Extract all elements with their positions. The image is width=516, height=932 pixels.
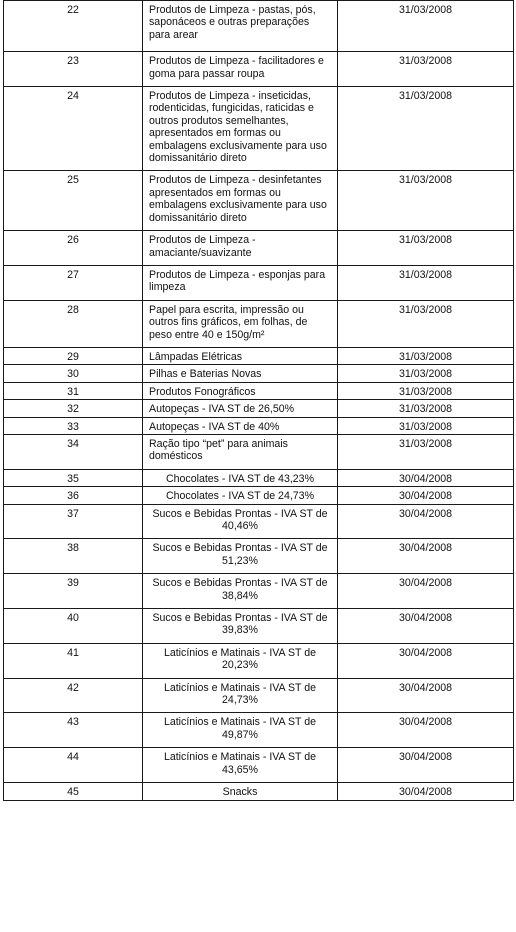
item-date: 31/03/2008 bbox=[338, 400, 514, 417]
item-description: Produtos de Limpeza - esponjas para limpeza bbox=[143, 265, 338, 300]
item-number: 28 bbox=[4, 300, 143, 347]
table-row bbox=[4, 713, 514, 748]
product-date-table bbox=[3, 0, 514, 801]
item-date: 30/04/2008 bbox=[338, 574, 514, 609]
item-date: 30/04/2008 bbox=[338, 783, 514, 800]
item-number: 32 bbox=[4, 400, 143, 417]
item-description: Sucos e Bebidas Prontas - IVA ST de 40,46% bbox=[143, 504, 338, 539]
item-description: Snacks bbox=[143, 783, 338, 800]
item-date: 31/03/2008 bbox=[338, 171, 514, 231]
item-number: 43 bbox=[4, 713, 143, 748]
table-row bbox=[4, 347, 514, 364]
item-description: Lâmpadas Elétricas bbox=[143, 347, 338, 364]
table-row bbox=[4, 52, 514, 87]
item-number: 31 bbox=[4, 382, 143, 399]
table-row bbox=[4, 748, 514, 783]
item-number: 34 bbox=[4, 434, 143, 469]
table-row bbox=[4, 643, 514, 678]
item-date: 30/04/2008 bbox=[338, 643, 514, 678]
table-row bbox=[4, 365, 514, 382]
item-description: Laticínios e Matinais - IVA ST de 49,87% bbox=[143, 713, 338, 748]
item-date: 30/04/2008 bbox=[338, 469, 514, 486]
item-number: 40 bbox=[4, 609, 143, 644]
item-date: 30/04/2008 bbox=[338, 539, 514, 574]
item-description: Produtos de Limpeza - amaciante/suavizante bbox=[143, 231, 338, 266]
item-date: 31/03/2008 bbox=[338, 434, 514, 469]
item-number: 39 bbox=[4, 574, 143, 609]
item-date: 31/03/2008 bbox=[338, 87, 514, 171]
table-body bbox=[4, 1, 514, 801]
item-description: Laticínios e Matinais - IVA ST de 20,23% bbox=[143, 643, 338, 678]
table-row bbox=[4, 87, 514, 171]
table-row bbox=[4, 231, 514, 266]
table-row bbox=[4, 783, 514, 800]
item-date: 31/03/2008 bbox=[338, 231, 514, 266]
item-date: 31/03/2008 bbox=[338, 382, 514, 399]
item-date: 31/03/2008 bbox=[338, 1, 514, 52]
item-number: 27 bbox=[4, 265, 143, 300]
item-date: 31/03/2008 bbox=[338, 265, 514, 300]
item-date: 31/03/2008 bbox=[338, 300, 514, 347]
table-row bbox=[4, 539, 514, 574]
table-row bbox=[4, 1, 514, 52]
item-description: Produtos de Limpeza - facilitadores e goma para passar roupa bbox=[143, 52, 338, 87]
item-description: Sucos e Bebidas Prontas - IVA ST de 51,23% bbox=[143, 539, 338, 574]
table-row bbox=[4, 382, 514, 399]
item-description: Produtos de Limpeza - pastas, pós, saponáceos e outras preparações para arear bbox=[143, 1, 338, 52]
item-number: 36 bbox=[4, 487, 143, 504]
item-number: 38 bbox=[4, 539, 143, 574]
item-description: Papel para escrita, impressão ou outros fins gráficos, em folhas, de peso entre 40 e 150g/m² bbox=[143, 300, 338, 347]
item-description: Produtos de Limpeza - inseticidas, rodenticidas, fungicidas, raticidas e outros produtos semelhantes, apresentados em formas ou embalagens exclusivamente para uso domissanitário direto bbox=[143, 87, 338, 171]
item-number: 44 bbox=[4, 748, 143, 783]
item-description: Produtos Fonográficos bbox=[143, 382, 338, 399]
table-row bbox=[4, 300, 514, 347]
table-row bbox=[4, 434, 514, 469]
item-number: 42 bbox=[4, 678, 143, 713]
item-date: 31/03/2008 bbox=[338, 417, 514, 434]
item-description: Autopeças - IVA ST de 40% bbox=[143, 417, 338, 434]
table-row bbox=[4, 469, 514, 486]
table-row bbox=[4, 400, 514, 417]
item-description: Ração tipo “pet” para animais domésticos bbox=[143, 434, 338, 469]
item-date: 31/03/2008 bbox=[338, 365, 514, 382]
table-row bbox=[4, 504, 514, 539]
table-row bbox=[4, 487, 514, 504]
item-number: 25 bbox=[4, 171, 143, 231]
item-number: 23 bbox=[4, 52, 143, 87]
item-number: 30 bbox=[4, 365, 143, 382]
table-row bbox=[4, 265, 514, 300]
item-date: 30/04/2008 bbox=[338, 609, 514, 644]
item-description: Sucos e Bebidas Prontas - IVA ST de 39,83% bbox=[143, 609, 338, 644]
item-number: 24 bbox=[4, 87, 143, 171]
item-number: 33 bbox=[4, 417, 143, 434]
item-date: 30/04/2008 bbox=[338, 487, 514, 504]
item-number: 35 bbox=[4, 469, 143, 486]
item-description: Sucos e Bebidas Prontas - IVA ST de 38,84% bbox=[143, 574, 338, 609]
item-date: 30/04/2008 bbox=[338, 713, 514, 748]
item-number: 22 bbox=[4, 1, 143, 52]
item-number: 29 bbox=[4, 347, 143, 364]
item-description: Pilhas e Baterias Novas bbox=[143, 365, 338, 382]
item-description: Produtos de Limpeza - desinfetantes apresentados em formas ou embalagens exclusivamente para uso domissanitário direto bbox=[143, 171, 338, 231]
item-date: 30/04/2008 bbox=[338, 504, 514, 539]
table-row bbox=[4, 574, 514, 609]
item-description: Laticínios e Matinais - IVA ST de 24,73% bbox=[143, 678, 338, 713]
item-number: 26 bbox=[4, 231, 143, 266]
table-row bbox=[4, 417, 514, 434]
item-number: 45 bbox=[4, 783, 143, 800]
item-date: 30/04/2008 bbox=[338, 678, 514, 713]
item-number: 37 bbox=[4, 504, 143, 539]
item-description: Chocolates - IVA ST de 43,23% bbox=[143, 469, 338, 486]
table-row bbox=[4, 678, 514, 713]
item-description: Chocolates - IVA ST de 24,73% bbox=[143, 487, 338, 504]
item-description: Autopeças - IVA ST de 26,50% bbox=[143, 400, 338, 417]
table-row bbox=[4, 609, 514, 644]
item-date: 31/03/2008 bbox=[338, 347, 514, 364]
item-number: 41 bbox=[4, 643, 143, 678]
table-row bbox=[4, 171, 514, 231]
item-date: 31/03/2008 bbox=[338, 52, 514, 87]
item-date: 30/04/2008 bbox=[338, 748, 514, 783]
item-description: Laticínios e Matinais - IVA ST de 43,65% bbox=[143, 748, 338, 783]
